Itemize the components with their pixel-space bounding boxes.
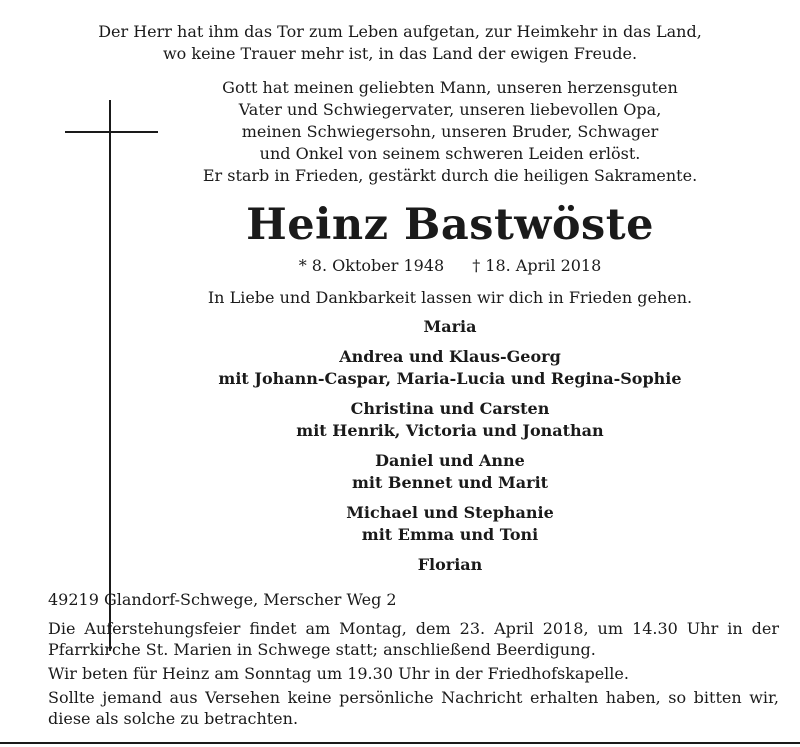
family-member: Maria [423,317,477,336]
poem-line: Gott hat meinen geliebten Mann, unseren herzensguten [222,78,678,97]
cross-icon [109,100,111,651]
family-member: Christina und Carsten [350,399,550,418]
poem-line: meinen Schwiegersohn, unseren Bruder, Schwager [241,122,659,141]
family-member: Florian [417,555,483,574]
notice-line: diese als solche zu betrachten. [48,709,299,728]
notice-line: Die Auferstehungsfeier findet am Montag, dem 23. April 2018, um 14.30 Uhr in der [48,619,779,638]
intro-line: wo keine Trauer mehr ist, in das Land der ewigen Freude. [162,44,638,63]
notice-line: Sollte jemand aus Versehen keine persönliche Nachricht erhalten haben, so bitten wir, [48,688,779,707]
family-member: mit Bennet und Marit [351,473,549,492]
poem-line: und Onkel von seinem schweren Leiden erlöst. [259,144,641,163]
intro-line: Der Herr hat ihm das Tor zum Leben aufgetan, zur Heimkehr in das Land, [98,22,702,41]
life-dates [178,255,722,277]
cross-icon-bar [65,131,158,133]
family-member: Michael und Stephanie [346,503,554,522]
family-member: mit Johann-Caspar, Maria-Lucia und Regina-Sophie [218,369,682,388]
bottom-border [0,742,800,744]
family-member: Daniel und Anne [375,451,525,470]
poem-line: Vater und Schwiegervater, unseren liebevollen Opa, [238,100,662,119]
family-member: Andrea und Klaus-Georg [339,347,561,366]
poem-line: Er starb in Frieden, gestärkt durch die heiligen Sakramente. [202,166,698,185]
birth-date: * 8. Oktober 1948 [298,256,445,275]
farewell-line: In Liebe und Dankbarkeit lassen wir dich in Frieden gehen. [207,288,693,307]
notice-line: Wir beten für Heinz am Sonntag um 19.30 Uhr in der Friedhofskapelle. [48,664,629,683]
family-member: mit Emma und Toni [361,525,539,544]
notice-line: Pfarrkirche St. Marien in Schwege statt; anschließend Beerdigung. [48,640,596,659]
address: 49219 Glandorf-Schwege, Merscher Weg 2 [48,590,397,609]
deceased-name: Heinz Bastwöste [246,200,654,250]
family-member: mit Henrik, Victoria und Jonathan [296,421,604,440]
death-date: † 18. April 2018 [472,256,602,275]
